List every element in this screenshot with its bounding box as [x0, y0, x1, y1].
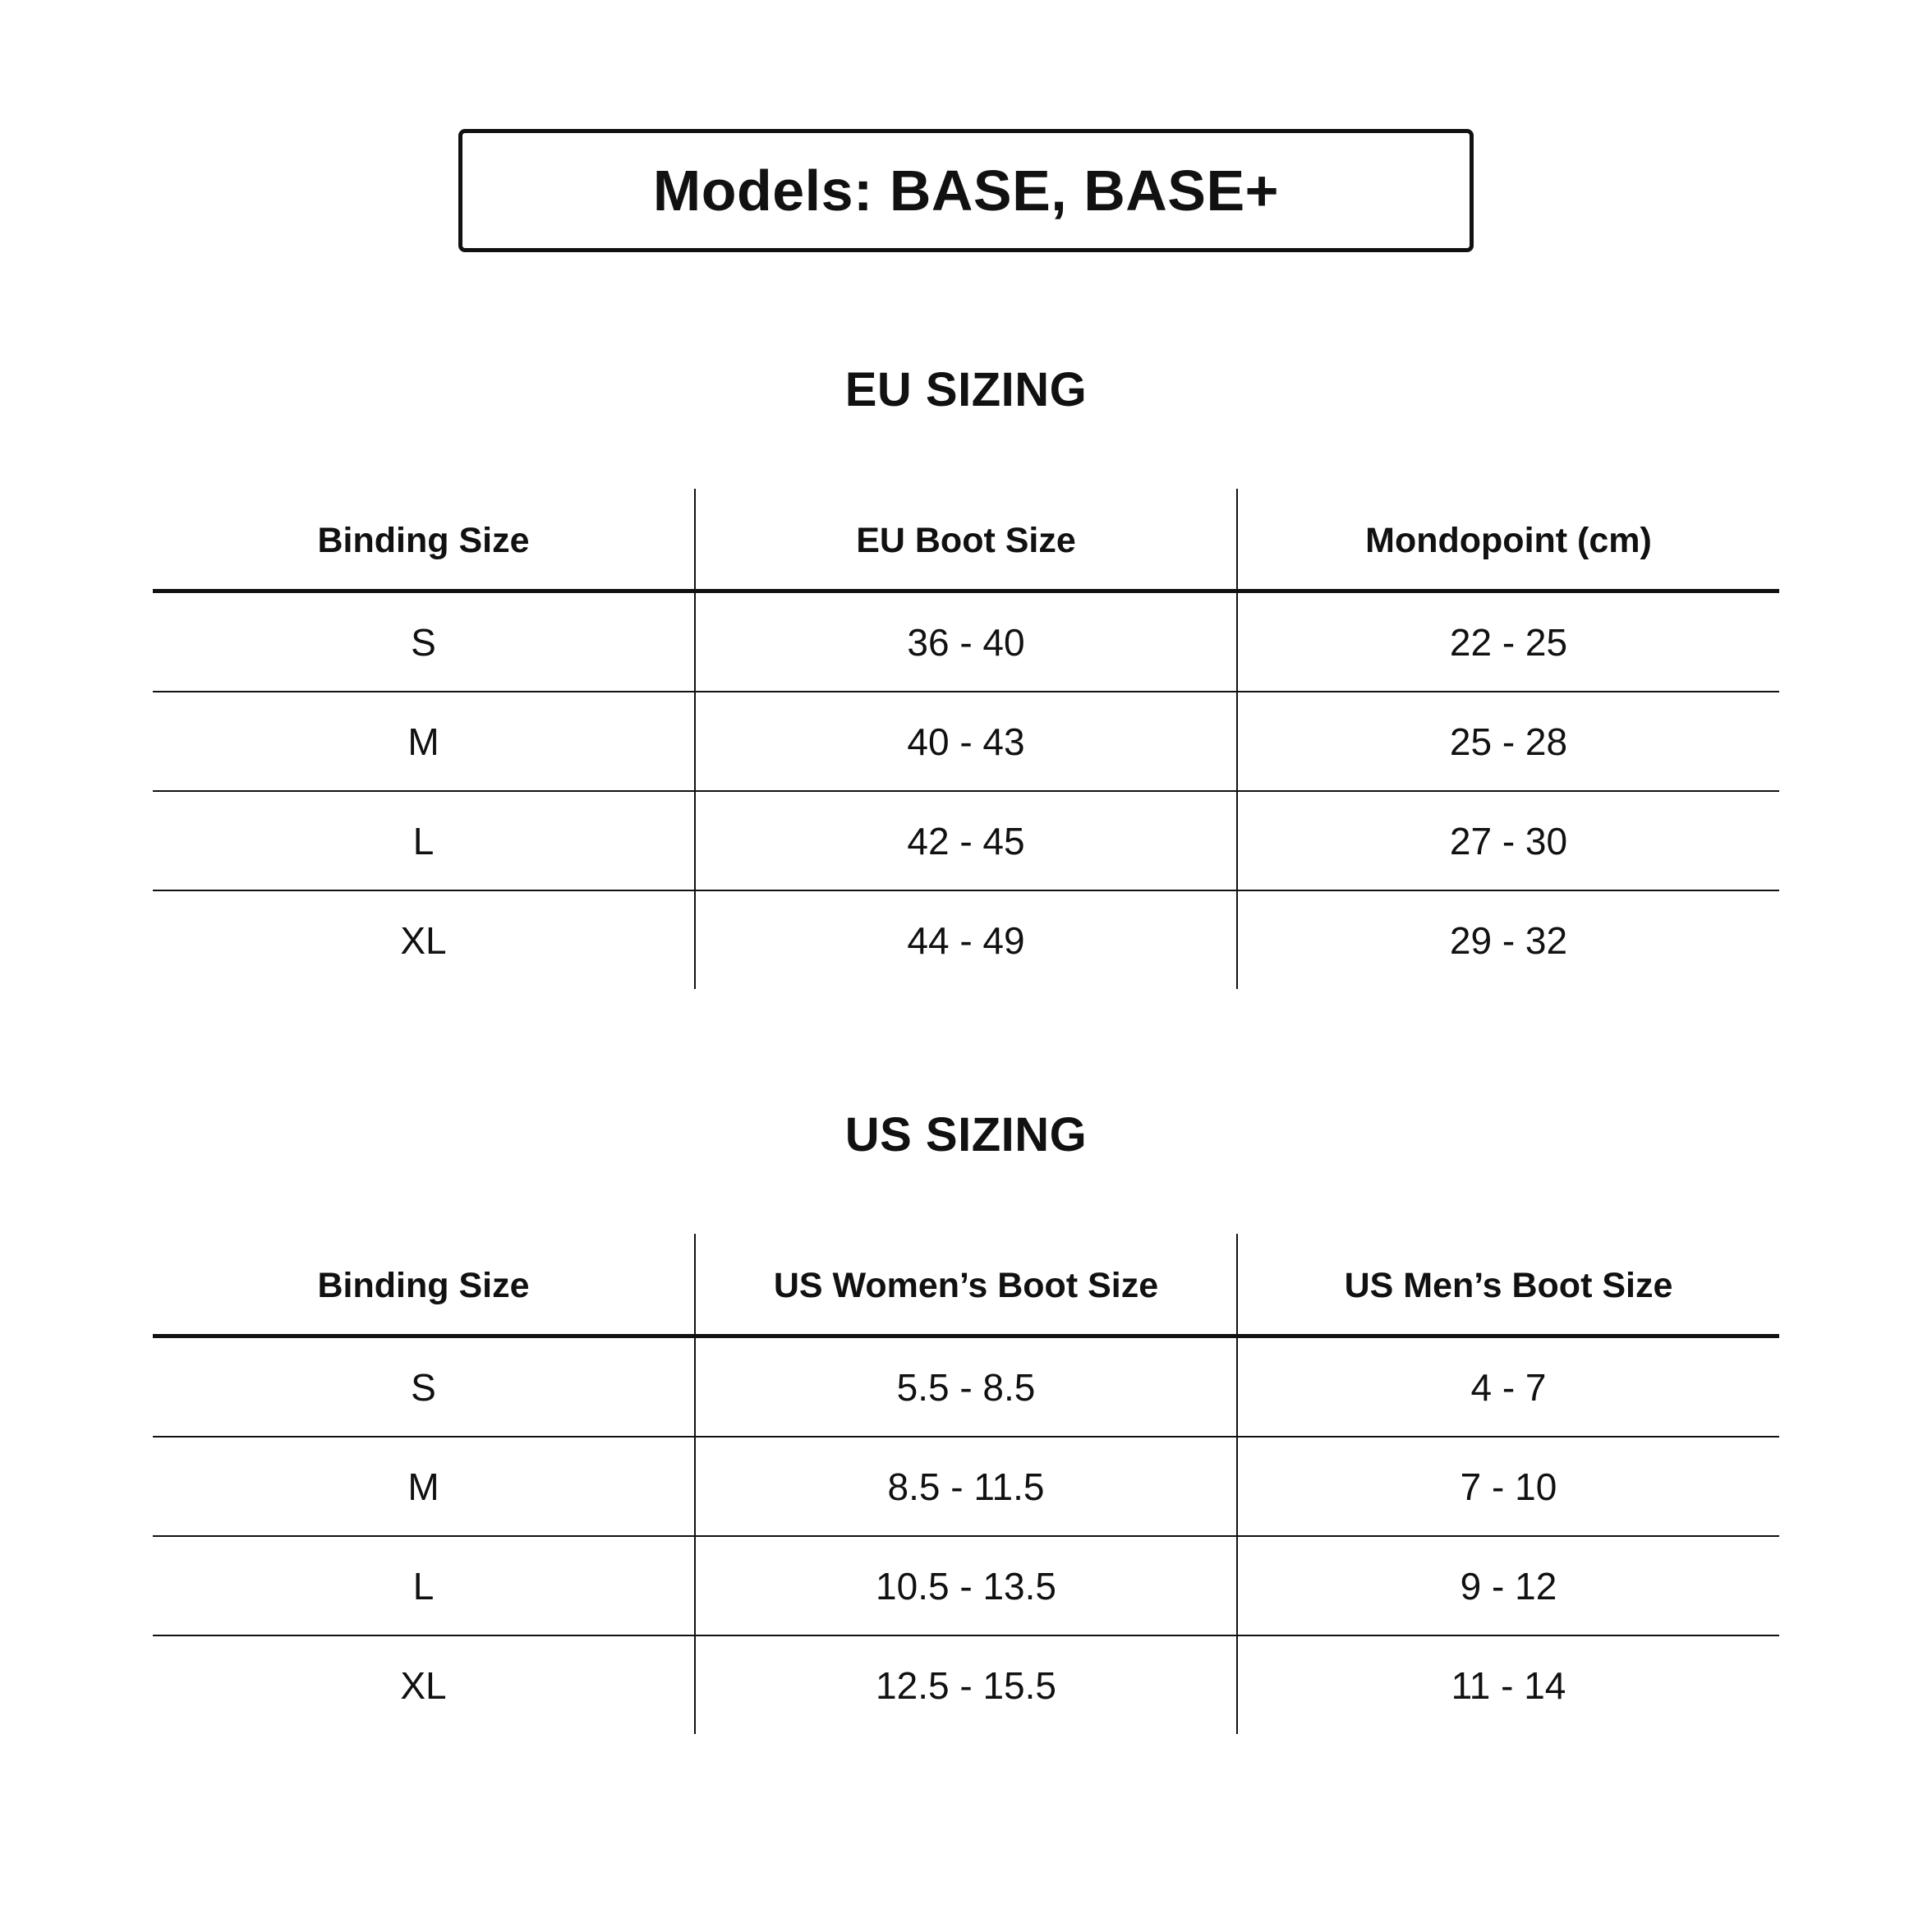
- mondopoint-cell: 29 - 32: [1237, 890, 1779, 989]
- us-mens-boot-size-cell: 11 - 14: [1237, 1635, 1779, 1734]
- binding-size-cell: XL: [153, 1635, 695, 1734]
- us-womens-boot-size-cell: 10.5 - 13.5: [695, 1536, 1237, 1635]
- binding-size-cell: M: [153, 692, 695, 791]
- eu-sizing-table: [153, 489, 1779, 989]
- binding-size-cell: XL: [153, 890, 695, 989]
- us-womens-boot-size-cell: 12.5 - 15.5: [695, 1635, 1237, 1734]
- table-row: [153, 692, 1779, 791]
- eu-header-row: [153, 489, 1779, 591]
- table-row: [153, 791, 1779, 890]
- us-header-mens-boot-size: US Men’s Boot Size: [1237, 1234, 1779, 1336]
- binding-size-cell: L: [153, 1536, 695, 1635]
- eu-boot-size-cell: 40 - 43: [695, 692, 1237, 791]
- eu-boot-size-cell: 36 - 40: [695, 591, 1237, 692]
- mondopoint-cell: 22 - 25: [1237, 591, 1779, 692]
- us-header-binding-size: Binding Size: [153, 1234, 695, 1336]
- us-mens-boot-size-cell: 7 - 10: [1237, 1437, 1779, 1536]
- binding-size-cell: S: [411, 620, 436, 664]
- eu-header-binding-size: Binding Size: [153, 489, 695, 591]
- eu-boot-size-cell: 42 - 45: [695, 791, 1237, 890]
- binding-size-cell: M: [153, 1437, 695, 1536]
- table-row: [153, 1336, 1779, 1438]
- us-header-row: [153, 1234, 1779, 1336]
- us-sizing-title: US SIZING: [844, 1108, 1088, 1162]
- table-row: [153, 1635, 1779, 1734]
- us-header-womens-boot-size: US Women’s Boot Size: [695, 1234, 1237, 1336]
- table-row: [153, 591, 1779, 692]
- binding-size-cell: S: [411, 1365, 436, 1409]
- mondopoint-cell: 27 - 30: [1237, 791, 1779, 890]
- binding-size-cell: L: [153, 791, 695, 890]
- us-sizing-table: [153, 1234, 1779, 1734]
- eu-header-mondopoint: Mondopoint (cm): [1237, 489, 1779, 591]
- table-row: [153, 1437, 1779, 1536]
- us-mens-boot-size-cell: 9 - 12: [1237, 1536, 1779, 1635]
- table-row: [153, 1536, 1779, 1635]
- us-mens-boot-size-cell: 4 - 7: [1237, 1336, 1779, 1438]
- eu-sizing-title: EU SIZING: [844, 363, 1088, 416]
- table-row: [153, 890, 1779, 989]
- us-womens-boot-size-cell: 5.5 - 8.5: [695, 1336, 1237, 1438]
- us-womens-boot-size-cell: 8.5 - 11.5: [695, 1437, 1237, 1536]
- mondopoint-cell: 25 - 28: [1237, 692, 1779, 791]
- models-title: Models: BASE, BASE+: [652, 159, 1280, 223]
- eu-boot-size-cell: 44 - 49: [695, 890, 1237, 989]
- eu-header-eu-boot-size: EU Boot Size: [695, 489, 1237, 591]
- models-title-box: [458, 129, 1474, 252]
